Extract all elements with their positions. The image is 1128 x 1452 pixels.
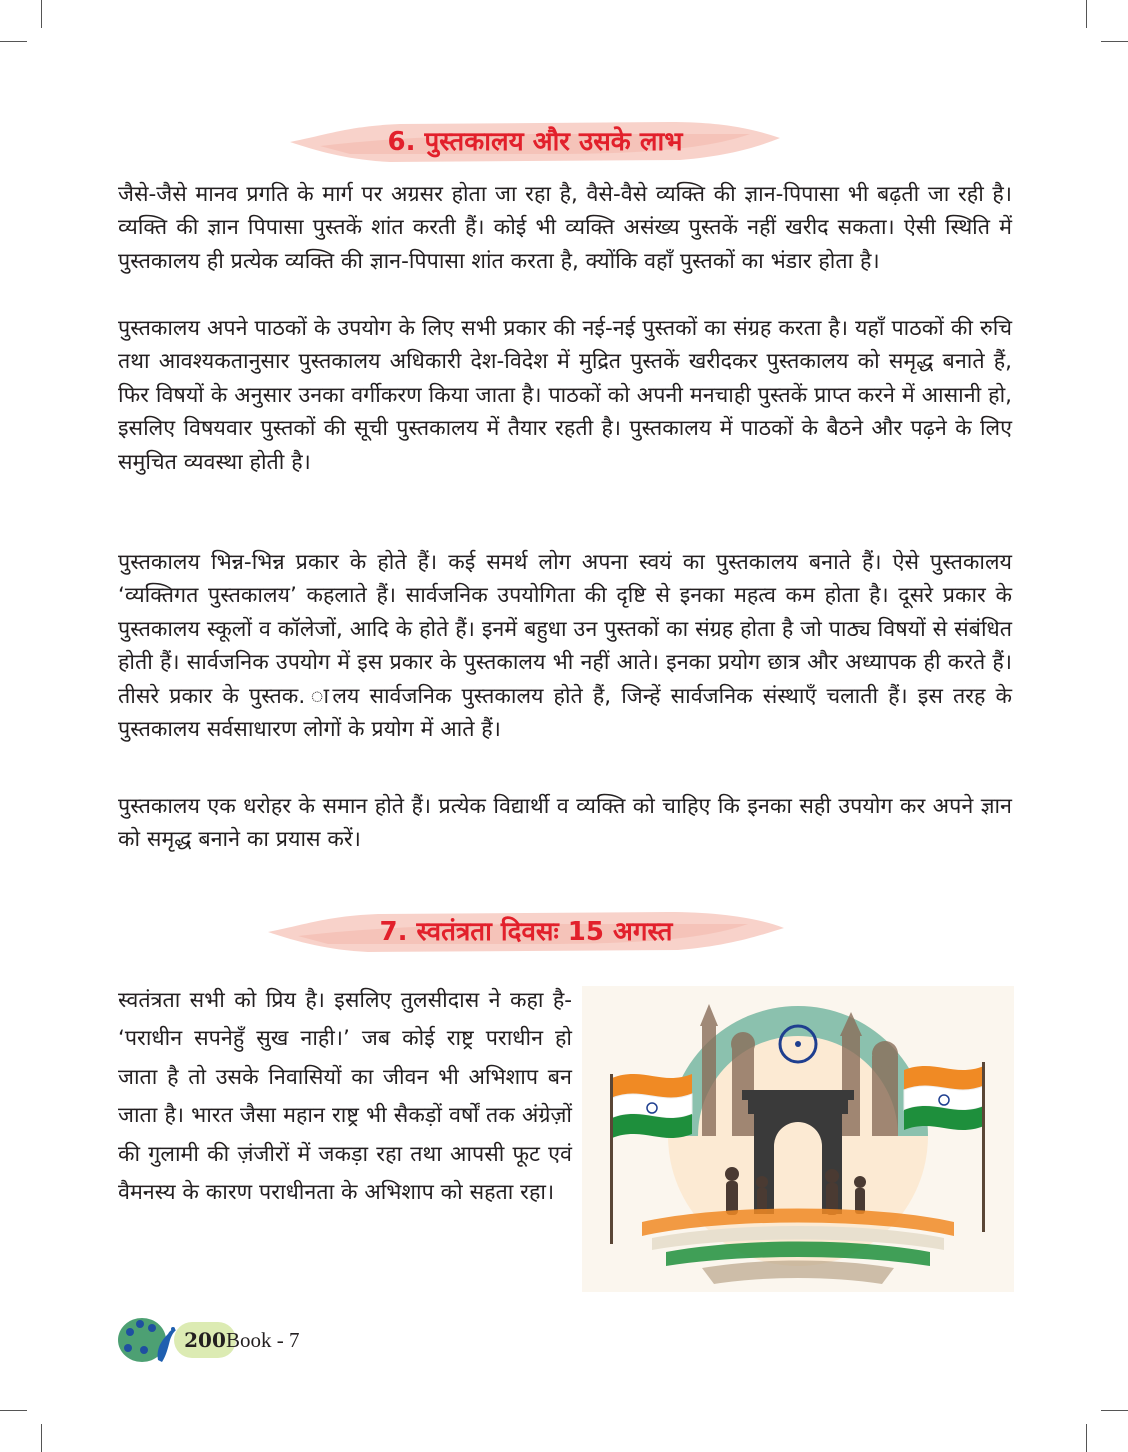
- crop-mark: [0, 41, 27, 42]
- section-heading-banner: [268, 902, 784, 958]
- peacock-icon: [118, 1310, 178, 1370]
- section-6-paragraph-3: पुस्तकालय भिन्न-भिन्न प्रकार के होते हैं। कई समर्थ लोग अपना स्वयं का पुस्तकालय बनाते हैं। ऐसे पुस्तकालय ‘व्यक्तिगत पुस्तकालय’ कहलाते हैं। सार्वजनिक उपयोगिता की दृष्टि से इनका महत्व कम होता है। दूसरे प्रकार के पुस्तकालय स्कूलों व कॉलेजों, आदि के होते हैं। इनमें बहुधा उन पुस्तकों का संग्रह होता है जो पाठ्य विषयों से संबंधित होती हैं। सार्वजनिक उपयोग में इस प्रकार के पुस्तकालय भी नहीं आते। इनका प्रयोग छात्र और अध्यापक ही करते हैं। तीसरे प्रकार के पुस्तक. ालय सार्वजनिक पुस्तकालय होते हैं, जिन्हें सार्वजनिक संस्थाएँ चलाती हैं। इस तरह के पुस्तकालय सर्वसाधारण लोगों के प्रयोग में आते हैं।: [118, 550, 1012, 743]
- crop-mark: [1086, 0, 1087, 28]
- section-7-title: 7. स्वतंत्रता दिवसः 15 अगस्त: [379, 917, 673, 947]
- section-heading-banner: [290, 112, 780, 168]
- page-footer: [118, 1310, 358, 1370]
- crop-mark: [1101, 1410, 1128, 1411]
- section-7-paragraph: स्वतंत्रता सभी को प्रिय है। इसलिए तुलसीदास ने कहा है- ‘पराधीन सपनेहुँ सुख नाही।’ जब कोई राष्ट्र पराधीन हो जाता है तो उसके निवासियों का जीवन भी अभिशाप बन जाता है। भारत जैसा महान राष्ट्र भी सैकड़ों वर्षों तक अंग्रेज़ों की गुलामी की ज़ंजीरों में जकड़ा रहा तथा आपसी फूट एवं वैमनस्य के कारण पराधीनता के अभिशाप को सहता रहा।: [118, 988, 572, 1206]
- section-6-title: 6. पुस्तकालय और उसके लाभ: [387, 127, 683, 157]
- crop-mark: [41, 1424, 42, 1452]
- crop-mark: [0, 1410, 27, 1411]
- section-6-paragraph-4: पुस्तकालय एक धरोहर के समान होते हैं। प्रत्येक विद्यार्थी व व्यक्ति को चाहिए कि इनका सही उपयोग कर अपने ज्ञान को समृद्ध बनाने का प्रयास करें।: [118, 794, 1012, 853]
- book-label: Book - 7: [226, 1328, 300, 1352]
- india-gate-icon: [582, 986, 1014, 1292]
- crop-mark: [41, 0, 42, 28]
- crop-mark: [1086, 1424, 1087, 1452]
- section-6-paragraph-1: जैसे-जैसे मानव प्रगति के मार्ग पर अग्रसर होता जा रहा है, वैसे-वैसे व्यक्ति की ज्ञान-पिपासा भी बढ़ती जा रही है। व्यक्ति की ज्ञान पिपासा पुस्तकें शांत करती हैं। कोई भी व्यक्ति असंख्य पुस्तकें नहीं खरीद सकता। ऐसी स्थिति में पुस्तकालय ही प्रत्येक व्यक्ति की ज्ञान-पिपासा शांत करता है, क्योंकि वहाँ पुस्तकों का भंडार होता है।: [118, 182, 1012, 274]
- independence-day-illustration: [582, 986, 1014, 1292]
- page-number: 200: [184, 1328, 226, 1352]
- section-6-paragraph-2: पुस्तकालय अपने पाठकों के उपयोग के लिए सभी प्रकार की नई-नई पुस्तकों का संग्रह करता है। यहाँ पाठकों की रुचि तथा आवश्यकतानुसार पुस्तकालय अधिकारी देश-विदेश में मुद्रित पुस्तकें खरीदकर पुस्तकालय को समृद्ध बनाते हैं, फिर विषयों के अनुसार उनका वर्गीकरण किया जाता है। पाठकों को अपनी मनचाही पुस्तकें प्राप्त करने में आसानी हो, इसलिए विषयवार पुस्तकों की सूची पुस्तकालय में तैयार रहती है। पुस्तकालय में पाठकों के बैठने और पढ़ने के लिए समुचित व्यवस्था होती है।: [118, 316, 1013, 475]
- crop-mark: [1101, 41, 1128, 42]
